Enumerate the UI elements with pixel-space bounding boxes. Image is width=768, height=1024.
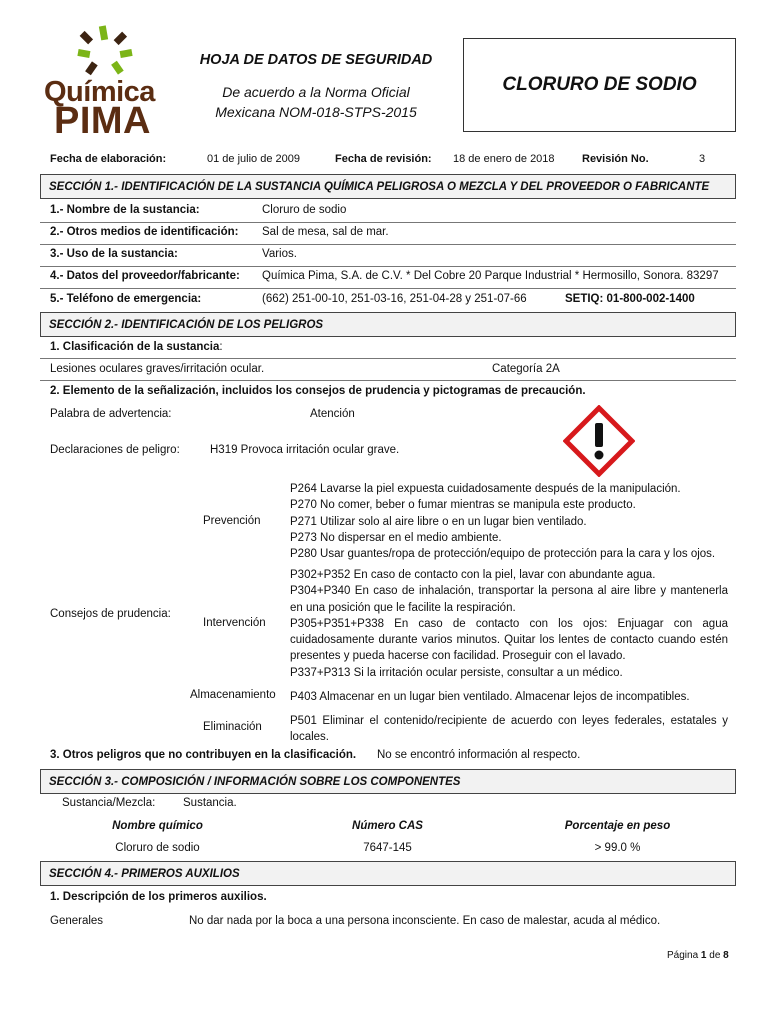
composition-weight-percent: > 99.0 % bbox=[594, 842, 641, 854]
page-of-word: de bbox=[709, 950, 721, 961]
revision-date-value: 18 de enero de 2018 bbox=[453, 153, 555, 165]
other-identification-value: Sal de mesa, sal de mar. bbox=[262, 226, 389, 238]
emergency-phone-label: 5.- Teléfono de emergencia: bbox=[50, 293, 202, 305]
divider bbox=[40, 380, 736, 381]
document-subtitle-line1: De acuerdo a la Norma Oficial bbox=[222, 84, 410, 100]
composition-chemical-name: Cloruro de sodio bbox=[115, 842, 200, 854]
logo-text-quimica: Química bbox=[44, 76, 155, 108]
section-1-header: SECCIÓN 1.- IDENTIFICACIÓN DE LA SUSTANCIA QUÍMICA PELIGROSA O MEZCLA Y DEL PROVEEDOR O FABRICANTE bbox=[40, 174, 736, 199]
page-current: 1 bbox=[700, 950, 707, 961]
hazard-category: Categoría 2A bbox=[492, 363, 560, 375]
substance-name-label: 1.- Nombre de la sustancia: bbox=[50, 204, 200, 216]
classification-colon: : bbox=[219, 341, 223, 353]
statement-p280: P280 Usar guantes/ropa de protección/equipo de protección para la cara y los ojos. bbox=[290, 548, 716, 561]
storage-label: Almacenamiento bbox=[190, 689, 276, 701]
substance-use-value: Varios. bbox=[262, 248, 297, 260]
other-hazards-value: No se encontró información al respecto. bbox=[377, 749, 581, 761]
prevention-statements bbox=[290, 481, 728, 562]
substance-name-value: Cloruro de sodio bbox=[262, 204, 347, 216]
elaboration-date-label: Fecha de elaboración: bbox=[50, 153, 167, 165]
precautionary-advice-label: Consejos de prudencia: bbox=[50, 608, 171, 620]
statement-p273: P273 No dispersar en el medio ambiente. bbox=[290, 531, 502, 544]
supplier-label: 4.- Datos del proveedor/fabricante: bbox=[50, 270, 240, 282]
logo-text-pima: PIMA bbox=[54, 100, 151, 142]
document-subtitle-line2: Mexicana NOM-018-STPS-2015 bbox=[215, 104, 417, 120]
signal-word-label: Palabra de advertencia: bbox=[50, 408, 172, 420]
column-header-weight-percent: Porcentaje en peso bbox=[564, 820, 671, 832]
prevention-label: Prevención bbox=[203, 515, 261, 527]
general-value: No dar nada por la boca a una persona inconsciente. En caso de malestar, acuda al médico. bbox=[189, 915, 661, 927]
statement-p501: P501 Eliminar el contenido/recipiente de acuerdo con leyes federales, estatales y locales. bbox=[290, 715, 728, 744]
logo-star-icon bbox=[40, 20, 170, 80]
exclamation-mark-diamond-icon bbox=[563, 405, 635, 477]
statement-p302-p352: P302+P352 En caso de contacto con la piel, lavar con abundante agua. bbox=[290, 569, 656, 581]
column-header-cas-number: Número CAS bbox=[352, 820, 423, 832]
hazard-statement-h319: H319 Provoca irritación ocular grave. bbox=[210, 444, 400, 456]
divider bbox=[40, 266, 736, 267]
statement-p403: P403 Almacenar en un lugar bien ventilado. Almacenar lejos de incompatibles. bbox=[290, 691, 690, 703]
statement-p271: P271 Utilizar solo al aire libre o en un lugar bien ventilado. bbox=[290, 515, 587, 528]
hazard-statements-label: Declaraciones de peligro: bbox=[50, 444, 180, 456]
other-hazards-label: 3. Otros peligros que no contribuyen en la clasificación. bbox=[50, 749, 357, 761]
disposal-label: Eliminación bbox=[203, 721, 262, 733]
product-name-box bbox=[463, 38, 736, 132]
company-logo bbox=[40, 20, 170, 140]
statement-p270: P270 No comer, beber o fumar mientras se manipula este producto. bbox=[290, 499, 636, 512]
page-word: Página bbox=[667, 950, 699, 961]
page-number bbox=[667, 950, 729, 961]
elaboration-date-value: 01 de julio de 2009 bbox=[207, 153, 300, 165]
revision-number-label: Revisión No. bbox=[582, 153, 649, 165]
statement-p305-p351-p338: P305+P351+P338 En caso de contacto con los ojos: Enjuagar con agua cuidadosamente durante varios minutos. Quitar los lentes de contacto cuando estén presentes y pueda hacerse con facilidad. Proseguir con el lavado. bbox=[290, 617, 728, 663]
substance-mixture-value: Sustancia. bbox=[183, 797, 237, 809]
column-header-chemical-name: Nombre químico bbox=[112, 820, 203, 832]
supplier-value: Química Pima, S.A. de C.V. * Del Cobre 20 Parque Industrial * Hermosillo, Sonora. 83297 bbox=[262, 270, 719, 282]
statement-p337-p313: P337+P313 Si la irritación ocular persiste, consultar a un médico. bbox=[290, 666, 623, 679]
divider bbox=[40, 358, 736, 359]
statement-p264: P264 Lavarse la piel expuesta cuidadosamente después de la manipulación. bbox=[290, 483, 681, 495]
substance-use-label: 3.- Uso de la sustancia: bbox=[50, 248, 178, 260]
setiq-number: SETIQ: 01-800-002-1400 bbox=[565, 293, 695, 305]
product-name: CLORURO DE SODIO bbox=[502, 74, 697, 95]
classification-label-wrap bbox=[50, 341, 223, 353]
section-2-header: SECCIÓN 2.- IDENTIFICACIÓN DE LOS PELIGROS bbox=[40, 312, 736, 337]
intervention-label: Intervención bbox=[203, 617, 266, 629]
other-identification-label: 2.- Otros medios de identificación: bbox=[50, 226, 239, 238]
composition-cas-number: 7647-145 bbox=[363, 842, 412, 854]
revision-number-value: 3 bbox=[699, 153, 706, 165]
hazard-class: Lesiones oculares graves/irritación ocular. bbox=[50, 363, 265, 375]
divider bbox=[40, 244, 736, 245]
general-label: Generales bbox=[50, 915, 104, 927]
revision-date-label: Fecha de revisión: bbox=[335, 153, 432, 165]
divider bbox=[40, 288, 736, 289]
document-title: HOJA DE DATOS DE SEGURIDAD bbox=[199, 52, 433, 68]
section-3-header: SECCIÓN 3.- COMPOSICIÓN / INFORMACIÓN SOBRE LOS COMPONENTES bbox=[40, 769, 736, 794]
signal-word-value: Atención bbox=[310, 408, 355, 420]
first-aid-description-label: 1. Descripción de los primeros auxilios. bbox=[50, 891, 267, 903]
classification-label: 1. Clasificación de la sustancia bbox=[50, 341, 220, 353]
page-total: 8 bbox=[723, 950, 729, 961]
label-elements-heading: 2. Elemento de la señalización, incluidos los consejos de prudencia y pictogramas de precaución. bbox=[50, 385, 586, 397]
emergency-phone-value: (662) 251-00-10, 251-03-16, 251-04-28 y 251-07-66 bbox=[262, 293, 527, 305]
intervention-statements bbox=[290, 567, 728, 681]
section-4-header: SECCIÓN 4.- PRIMEROS AUXILIOS bbox=[40, 861, 736, 886]
statement-p304-p340: P304+P340 En caso de inhalación, transportar la persona al aire libre y mantenerla en una posición que le facilite la respiración. bbox=[290, 585, 728, 614]
substance-mixture-label: Sustancia/Mezcla: bbox=[62, 797, 156, 809]
divider bbox=[40, 222, 736, 223]
